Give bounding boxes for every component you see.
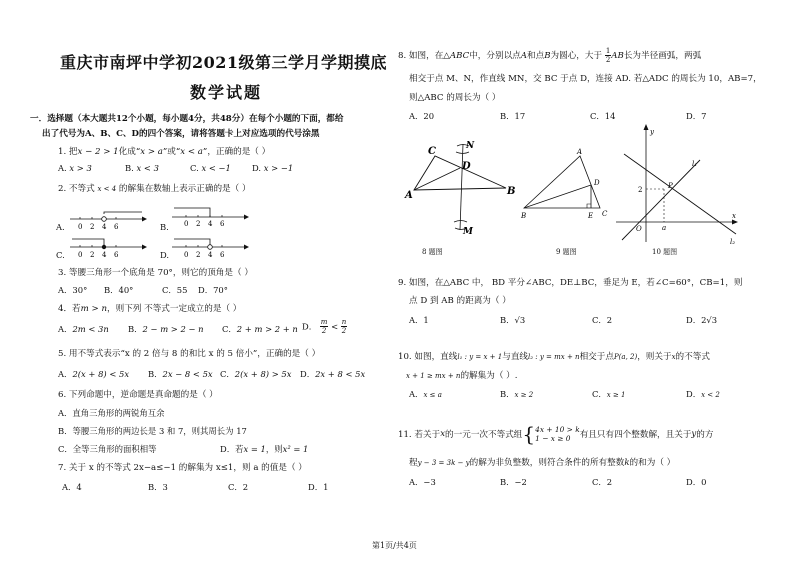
q7-option-c[interactable]: C．2 bbox=[228, 482, 249, 492]
q11-text-c: 有且只有四个整数解，且关于 bbox=[579, 430, 692, 440]
q4-d-frac-1 bbox=[320, 318, 329, 335]
q10-text-d: ，则关于 bbox=[637, 352, 672, 362]
q7-option-d[interactable]: D．1 bbox=[308, 482, 329, 492]
fig10-label-y: y bbox=[650, 128, 654, 136]
q6-stem: 6. 下列命题中，逆命题是真命题的是（ ） bbox=[58, 390, 218, 400]
q2-option-c[interactable]: C. bbox=[56, 250, 65, 260]
q4-d-num1: m bbox=[320, 318, 328, 326]
q11-sys-1: 4x + 10 > k bbox=[535, 425, 580, 434]
q8-abc: ABC bbox=[449, 51, 470, 61]
q5-b-value: 2x − 8 < 5x bbox=[162, 369, 213, 379]
q11-text-b: 的一元一次不等式组 bbox=[445, 430, 523, 440]
q3-option-b[interactable]: B．40° bbox=[104, 285, 134, 295]
q8-line-3: 则△ABC 的周长为（ ） bbox=[409, 93, 501, 103]
section-heading-a: 一．选择题（本大题共12个小题，每小题4分，共48分）在每个小题的下面，都给 bbox=[30, 114, 344, 124]
q5-d-value: 2x + 8 < 5x bbox=[315, 369, 366, 379]
q2d-tick-6: 6 bbox=[220, 251, 225, 259]
q2d-tick-4: 4 bbox=[208, 251, 213, 259]
q7-option-a[interactable]: A．4 bbox=[62, 482, 82, 492]
q11-line2-text-b: 的解为非负整数，则符合条件的所有整数 bbox=[469, 458, 625, 468]
q6-d-text-b: ，则 bbox=[265, 444, 283, 454]
q11-option-c[interactable]: C．2 bbox=[592, 477, 613, 487]
q11-option-d[interactable]: D．0 bbox=[686, 477, 707, 487]
q10-stem bbox=[398, 350, 710, 362]
q7-stem: 7. 关于 x 的不等式 2x−a≤−1 的解集为 x≤1，则 a 的值是（ ） bbox=[58, 463, 307, 473]
q10-text-e: 的不等式 bbox=[675, 352, 710, 362]
q9-option-c[interactable]: C．2 bbox=[592, 315, 613, 325]
q2-option-a[interactable]: A. bbox=[56, 222, 65, 232]
q9-line-1: 9. 如图，在△ABC 中， BD 平分∠ABC，DE⊥BC，垂足为 E，若∠C=60°，CB=1，则 bbox=[398, 278, 743, 288]
q10-option-d[interactable] bbox=[686, 388, 720, 400]
q10-line-2-text: 的解集为（ ）. bbox=[460, 371, 518, 381]
q2-numberline-a bbox=[70, 210, 150, 230]
q1-text-a: 1. 把 bbox=[58, 147, 78, 157]
title-line-1: 重庆市南坪中学初2021级第三学月学期摸底 bbox=[60, 53, 388, 72]
fig8-caption: 8 题图 bbox=[422, 248, 443, 256]
q1-option-a[interactable] bbox=[58, 163, 92, 173]
q9-option-b[interactable]: B．√3 bbox=[500, 315, 526, 325]
q4-text-b: ，则下列 不等式一定成立的是（ ） bbox=[107, 304, 242, 314]
q8-pa: A bbox=[520, 51, 527, 61]
q10-option-b[interactable] bbox=[500, 388, 533, 400]
q5-b-label: B． bbox=[148, 369, 163, 379]
q8-pb: B bbox=[544, 51, 551, 61]
q1-c-value: x < −1 bbox=[201, 163, 231, 173]
q9-option-d[interactable]: D．2√3 bbox=[686, 315, 718, 325]
q2-option-b[interactable]: B. bbox=[160, 222, 169, 232]
q11-text-a: 11. 若关于 bbox=[398, 430, 441, 440]
q4-option-d[interactable] bbox=[302, 318, 347, 335]
title-line-2: 数学试题 bbox=[190, 83, 263, 102]
q2a-tick-6: 6 bbox=[114, 223, 119, 231]
q1-c-label: C. bbox=[190, 163, 199, 173]
q10-c-label: C． bbox=[592, 389, 607, 399]
figure-10 bbox=[612, 122, 742, 250]
section-heading-b: 出了代号为A、B、C、D的四个答案，请将答题卡上对应选项的代号涂黑 bbox=[42, 129, 320, 139]
fig9-label-b: B bbox=[521, 212, 527, 220]
q8-option-c[interactable]: C．14 bbox=[590, 111, 616, 121]
q11-stem bbox=[398, 424, 713, 444]
q3-option-a[interactable]: A．30° bbox=[58, 285, 88, 295]
q4-c-value: 2 + m > 2 + n bbox=[236, 324, 298, 334]
q5-option-a[interactable] bbox=[58, 368, 129, 380]
q5-a-value: 2(x + 8) < 5x bbox=[72, 369, 130, 379]
fig8-label-b: B bbox=[507, 186, 516, 197]
q2b-tick-6: 6 bbox=[220, 220, 225, 228]
q8-option-b[interactable]: B．17 bbox=[500, 111, 526, 121]
fig10-label-l1: l₁ bbox=[692, 160, 698, 168]
q2-text-b: 的解集在数轴上表示正确的是（ ） bbox=[118, 184, 251, 194]
q5-stem: 5. 用不等式表示“x 的 2 倍与 8 的和比 x 的 5 倍小”，正确的是（ ） bbox=[58, 349, 321, 359]
q11-system bbox=[535, 425, 580, 443]
q11-text-d: 的方 bbox=[696, 430, 714, 440]
q2d-tick-2: 2 bbox=[196, 251, 201, 259]
q4-option-c[interactable] bbox=[222, 323, 298, 335]
q8-option-a[interactable]: A．20 bbox=[409, 111, 435, 121]
q5-option-b[interactable] bbox=[148, 368, 213, 380]
q6-d-e2: x² = 1 bbox=[282, 444, 309, 454]
fig8-label-n: N bbox=[466, 141, 475, 151]
q5-c-label: C． bbox=[220, 369, 235, 379]
q4-b-label: B． bbox=[128, 324, 143, 334]
q8-option-d[interactable]: D．7 bbox=[686, 111, 707, 121]
q2c-tick-4: 4 bbox=[102, 251, 107, 259]
q1-text-c: ”或“ bbox=[162, 147, 181, 157]
q9-line-2: 点 D 到 AB 的距离为（ ） bbox=[409, 296, 511, 306]
q6-option-d[interactable] bbox=[220, 443, 308, 455]
q4-option-a[interactable] bbox=[58, 323, 109, 335]
q1-b-value: x < 3 bbox=[136, 163, 159, 173]
fig8-label-m: M bbox=[463, 227, 473, 237]
q2-numberline-c bbox=[70, 236, 150, 258]
q11-k: k bbox=[624, 458, 630, 468]
q11-line-2 bbox=[409, 456, 675, 468]
page-footer: 第1页/共4页 bbox=[372, 541, 417, 550]
q8-text-a: 8. 如图，在△ bbox=[398, 51, 450, 61]
fig8-label-d: D bbox=[462, 161, 471, 172]
q10-l2: l₂ : y = mx + n bbox=[528, 353, 580, 361]
q10-option-a[interactable] bbox=[409, 388, 442, 400]
q4-text-a: 4．若 bbox=[58, 304, 81, 314]
fig10-label-x: x bbox=[732, 212, 736, 220]
q11-y: y bbox=[691, 429, 697, 439]
q11-line2-text-a: 程 bbox=[409, 458, 418, 468]
q1-d-value: x > −1 bbox=[263, 163, 294, 173]
q10-c-value: x ≥ 1 bbox=[606, 391, 626, 399]
q10-b-label: B． bbox=[500, 389, 515, 399]
q7-option-b[interactable]: B．3 bbox=[148, 482, 168, 492]
q6-option-a[interactable]: A．直角三角形的两锐角互余 bbox=[58, 408, 165, 418]
q10-a-value: x ≤ a bbox=[423, 391, 442, 399]
q2d-tick-0: 0 bbox=[184, 251, 189, 259]
q8-text-c: 和点 bbox=[526, 51, 545, 61]
q11-sys-2: 1 − x ≥ 0 bbox=[535, 434, 571, 443]
q10-d-label: D． bbox=[686, 389, 702, 399]
fig10-label-l2: l₂ bbox=[730, 238, 736, 246]
q3-option-d[interactable]: D．70° bbox=[198, 285, 228, 295]
q2a-tick-4: 4 bbox=[102, 223, 107, 231]
q10-b-value: x ≥ 2 bbox=[514, 391, 534, 399]
q8-half-num: 1 bbox=[605, 47, 611, 55]
q11-x: x bbox=[440, 429, 446, 439]
fig10-label-a: a bbox=[662, 224, 667, 232]
q1-e2: x < a bbox=[180, 147, 203, 157]
q9-option-a[interactable]: A．1 bbox=[409, 315, 429, 325]
q3-stem: 3. 等腰三角形一个底角是 70°，则它的顶角是（ ） bbox=[58, 268, 253, 278]
q8-text-b: 中，分别以点 bbox=[469, 51, 521, 61]
fig8-label-a: A bbox=[405, 190, 413, 201]
fig8-label-c: C bbox=[428, 146, 436, 157]
q4-d-den1: 2 bbox=[321, 327, 327, 335]
q2c-tick-6: 6 bbox=[114, 251, 119, 259]
q2-stem bbox=[58, 182, 251, 194]
q6-d-text-a: D．若 bbox=[220, 444, 244, 454]
fig8-line-mn bbox=[460, 144, 463, 230]
q5-a-label: A． bbox=[58, 369, 73, 379]
q4-d-den2: 2 bbox=[341, 327, 347, 335]
q1-a-label: A. bbox=[58, 163, 67, 173]
q10-d-value: x < 2 bbox=[701, 391, 720, 399]
fig10-caption: 10 题图 bbox=[652, 248, 678, 256]
q1-text-d: ”，正确的是（ ） bbox=[202, 147, 271, 157]
q10-ineq: x + 1 ≥ mx + n bbox=[406, 372, 461, 380]
q1-expr: x − 2 > 1 bbox=[77, 147, 119, 157]
q4-expr: m > n bbox=[80, 304, 108, 314]
q2-option-d[interactable]: D. bbox=[160, 250, 170, 260]
q11-equation: y − 3 = 3k − y bbox=[417, 459, 470, 467]
q10-l1: l₁ : y = x + 1 bbox=[457, 353, 503, 361]
q1-e1: x > a bbox=[140, 147, 163, 157]
q1-d-label: D. bbox=[252, 163, 262, 173]
q8-stem bbox=[398, 47, 701, 64]
q10-option-c[interactable] bbox=[592, 388, 626, 400]
q8-text-d: 为圆心，大于 bbox=[550, 51, 603, 61]
q4-a-value: 2m < 3n bbox=[72, 324, 109, 334]
fig9-label-a: A bbox=[577, 148, 583, 156]
q11-option-a[interactable]: A．−3 bbox=[409, 477, 436, 487]
q4-stem bbox=[58, 302, 241, 314]
fig9-label-c: C bbox=[602, 210, 608, 218]
fig9-label-e: E bbox=[588, 212, 594, 220]
q8-half-den: 2 bbox=[605, 56, 611, 64]
q6-option-b[interactable]: B．等腰三角形的两边长是 3 和 7，则其周长为 17 bbox=[58, 426, 247, 436]
q1-text-b: 化成“ bbox=[118, 147, 141, 157]
q5-option-c[interactable] bbox=[220, 368, 291, 380]
q11-option-b[interactable]: B．−2 bbox=[500, 477, 527, 487]
q2a-tick-2: 2 bbox=[90, 223, 95, 231]
q4-d-op: < bbox=[331, 321, 339, 332]
q1-option-c[interactable] bbox=[190, 163, 231, 173]
q2-expr: x < 4 bbox=[97, 185, 117, 193]
q4-d-frac-2 bbox=[341, 318, 348, 335]
q10-a-label: A． bbox=[409, 389, 424, 399]
fig8-triangle bbox=[414, 156, 506, 190]
q3-option-c[interactable]: C．55 bbox=[162, 285, 188, 295]
fig10-label-p: P bbox=[668, 182, 673, 190]
q11-brace: { bbox=[522, 422, 536, 446]
q10-text-b: 与直线 bbox=[502, 352, 529, 362]
q2c-tick-0: 0 bbox=[78, 251, 83, 259]
q1-option-d[interactable] bbox=[252, 163, 293, 173]
q6-option-c[interactable]: C．全等三角形的面积相等 bbox=[58, 444, 157, 454]
q2-text-a: 2. 不等式 bbox=[58, 184, 95, 194]
q10-text-a: 10. 如图，直线 bbox=[398, 352, 458, 362]
q5-d-label: D． bbox=[300, 369, 316, 379]
q4-d-num2: n bbox=[341, 318, 347, 326]
q6-d-e1: x = 1 bbox=[243, 444, 266, 454]
q2-numberline-d bbox=[172, 236, 252, 258]
fig9-triangle bbox=[524, 156, 600, 208]
q5-c-value: 2(x + 8) > 5x bbox=[234, 369, 292, 379]
q1-a-value: x > 3 bbox=[69, 163, 92, 173]
q2b-tick-4: 4 bbox=[208, 220, 213, 228]
q5-option-d[interactable] bbox=[300, 368, 365, 380]
q2a-tick-0: 0 bbox=[78, 223, 83, 231]
q4-b-value: 2 − m > 2 − n bbox=[142, 324, 204, 334]
q8-line-2: 相交于点 M、N，作直线 MN，交 BC 于点 D，连接 AD. 若△ADC 的周长为 10，AB=7， bbox=[409, 74, 762, 84]
q1-b-label: B. bbox=[125, 163, 134, 173]
q11-line2-text-c: 的和为（ ） bbox=[629, 458, 676, 468]
q4-d-label: D． bbox=[302, 321, 318, 332]
figure-8 bbox=[402, 138, 522, 238]
q10-p: P(a, 2) bbox=[613, 353, 638, 361]
q10-text-c: 相交于点 bbox=[579, 352, 614, 362]
q10-x: x bbox=[671, 353, 676, 361]
fig10-label-2: 2 bbox=[638, 186, 643, 194]
fig10-label-o: O bbox=[636, 225, 642, 233]
q1-stem bbox=[58, 145, 270, 157]
q10-line-2 bbox=[406, 369, 517, 381]
figure-9 bbox=[518, 150, 613, 230]
q2b-tick-2: 2 bbox=[196, 220, 201, 228]
q1-option-b[interactable] bbox=[125, 163, 159, 173]
fig9-caption: 9 题图 bbox=[556, 248, 577, 256]
fig9-segment-bd bbox=[524, 185, 591, 208]
q2-numberline-b bbox=[172, 204, 252, 228]
q4-option-b[interactable] bbox=[128, 323, 204, 335]
q4-a-label: A． bbox=[58, 324, 73, 334]
q2c-tick-2: 2 bbox=[90, 251, 95, 259]
q2b-tick-0: 0 bbox=[184, 220, 189, 228]
q4-c-label: C． bbox=[222, 324, 237, 334]
q8-ab: AB bbox=[611, 51, 624, 61]
fig9-label-d: D bbox=[594, 179, 600, 187]
q8-text-e: 长为半径画弧，两弧 bbox=[623, 51, 702, 61]
